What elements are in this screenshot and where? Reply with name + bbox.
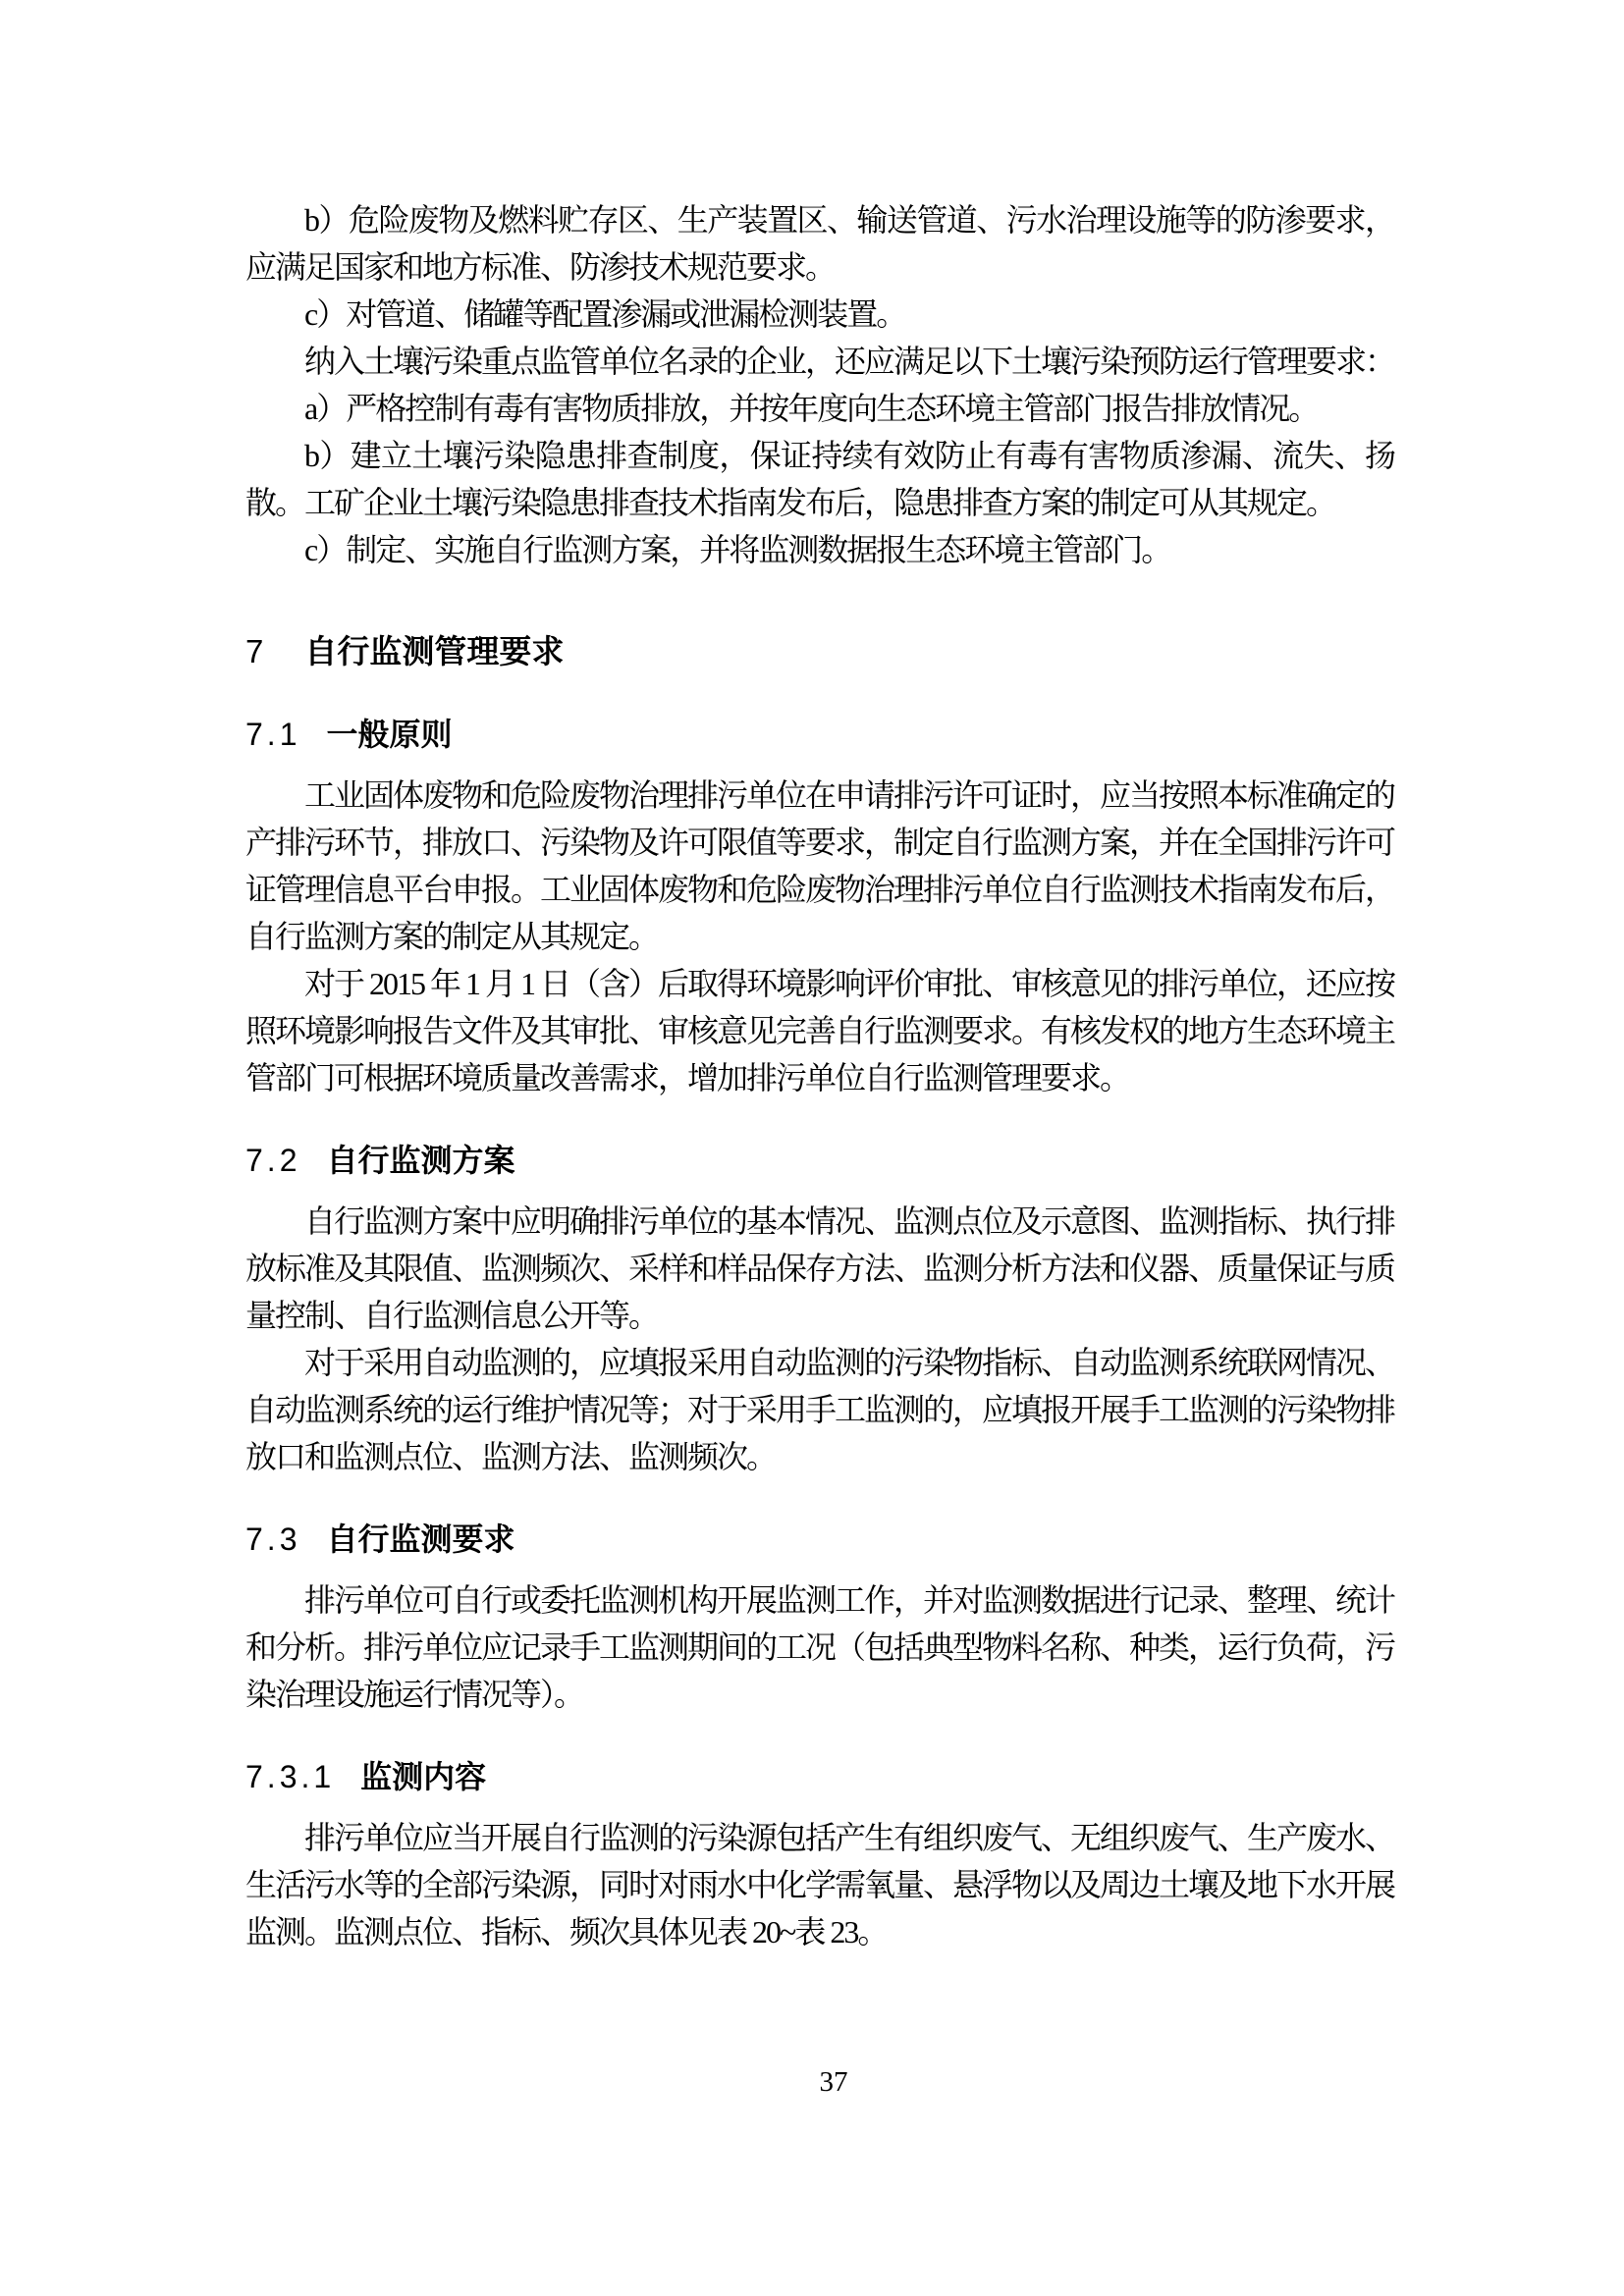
section-7-number: 7 (245, 633, 268, 669)
paragraph-item-b-anti-seepage: b）危险废物及燃料贮存区、生产装置区、输送管道、污水治理设施等的防渗要求，应满足国家和地方标准、防渗技术规范要求。 (245, 202, 1394, 285)
section-7-1-heading (245, 711, 1394, 758)
paragraph-7-1-general-principles-1: 工业固体废物和危险废物治理排污单位在申请排污许可证时，应当按照本标准确定的产排污环节，排放口、污染物及许可限值等要求，制定自行监测方案，并在全国排污许可证管理信息平台申报。工业固体废物和危险废物治理排污单位自行监测技术指南发布后，自行监测方案的制定从其规定。 (245, 777, 1395, 954)
paragraph-item-a-toxic-control: a）严格控制有毒有害物质排放，并按年度向生态环境主管部门报告排放情况。 (304, 391, 1319, 426)
paragraph-7-1-general-principles-2: 对于 2015 年 1 月 1 日（含）后取得环境影响评价审批、审核意见的排污单位，还应按照环境影响报告文件及其审批、审核意见完善自行监测要求。有核发权的地方生态环境主管部门可根据环境质量改善需求，增加排污单位自行监测管理要求。 (245, 966, 1395, 1095)
paragraph-7-2-monitoring-plan-2: 对于采用自动监测的，应填报采用自动监测的污染物指标、自动监测系统联网情况、自动监测系统的运行维护情况等；对于采用手工监测的，应填报开展手工监测的污染物排放口和监测点位、监测方法、监测频次。 (245, 1345, 1395, 1474)
section-7-3-heading (245, 1516, 1394, 1563)
section-7-1-number: 7.1 (245, 717, 301, 752)
section-7-2-number: 7.2 (245, 1143, 301, 1178)
section-7-3-1-title: 监测内容 (360, 1759, 487, 1794)
page-number: 37 (819, 2066, 848, 2098)
paragraph-item-c-self-monitoring-plan: c）制定、实施自行监测方案，并将监测数据报生态环境主管部门。 (304, 532, 1171, 567)
paragraph-soil-supervision-intro: 纳入土壤污染重点监管单位名录的企业，还应满足以下土壤污染预防运行管理要求： (304, 344, 1395, 379)
section-7-2-heading (245, 1137, 1394, 1184)
document-body (245, 196, 1394, 1955)
paragraph-7-2-monitoring-plan-1: 自行监测方案中应明确排污单位的基本情况、监测点位及示意图、监测指标、执行排放标准及其限值、监测频次、采样和样品保存方法、监测分析方法和仪器、质量保证与质量控制、自行监测信息公开等。 (245, 1203, 1395, 1333)
section-7-heading (245, 628, 1394, 675)
paragraph-7-3-1-monitoring-content: 排污单位应当开展自行监测的污染源包括产生有组织废气、无组织废气、生产废水、生活污水等的全部污染源，同时对雨水中化学需氧量、悬浮物以及周边土壤及地下水开展监测。监测点位、指标、频次具体见表 20~表 23。 (245, 1820, 1395, 1949)
section-7-title: 自行监测管理要求 (304, 633, 565, 669)
section-7-3-1-heading (245, 1753, 1394, 1800)
section-7-3-title: 自行监测要求 (326, 1522, 515, 1557)
paragraph-item-c-leak-detection: c）对管道、储罐等配置渗漏或泄漏检测装置。 (304, 296, 906, 332)
section-7-3-1-number: 7.3.1 (245, 1759, 336, 1794)
section-7-1-title: 一般原则 (326, 717, 453, 752)
section-7-2-title: 自行监测方案 (326, 1143, 515, 1178)
paragraph-7-3-monitoring-requirements: 排污单位可自行或委托监测机构开展监测工作，并对监测数据进行记录、整理、统计和分析。排污单位应记录手工监测期间的工况（包括典型物料名称、种类，运行负荷，污染治理设施运行情况等）。 (245, 1582, 1395, 1712)
paragraph-item-b-hazard-inspection: b）建立土壤污染隐患排查制度，保证持续有效防止有毒有害物质渗漏、流失、扬散。工矿企业土壤污染隐患排查技术指南发布后，隐患排查方案的制定可从其规定。 (245, 438, 1394, 520)
section-7-3-number: 7.3 (245, 1522, 301, 1557)
